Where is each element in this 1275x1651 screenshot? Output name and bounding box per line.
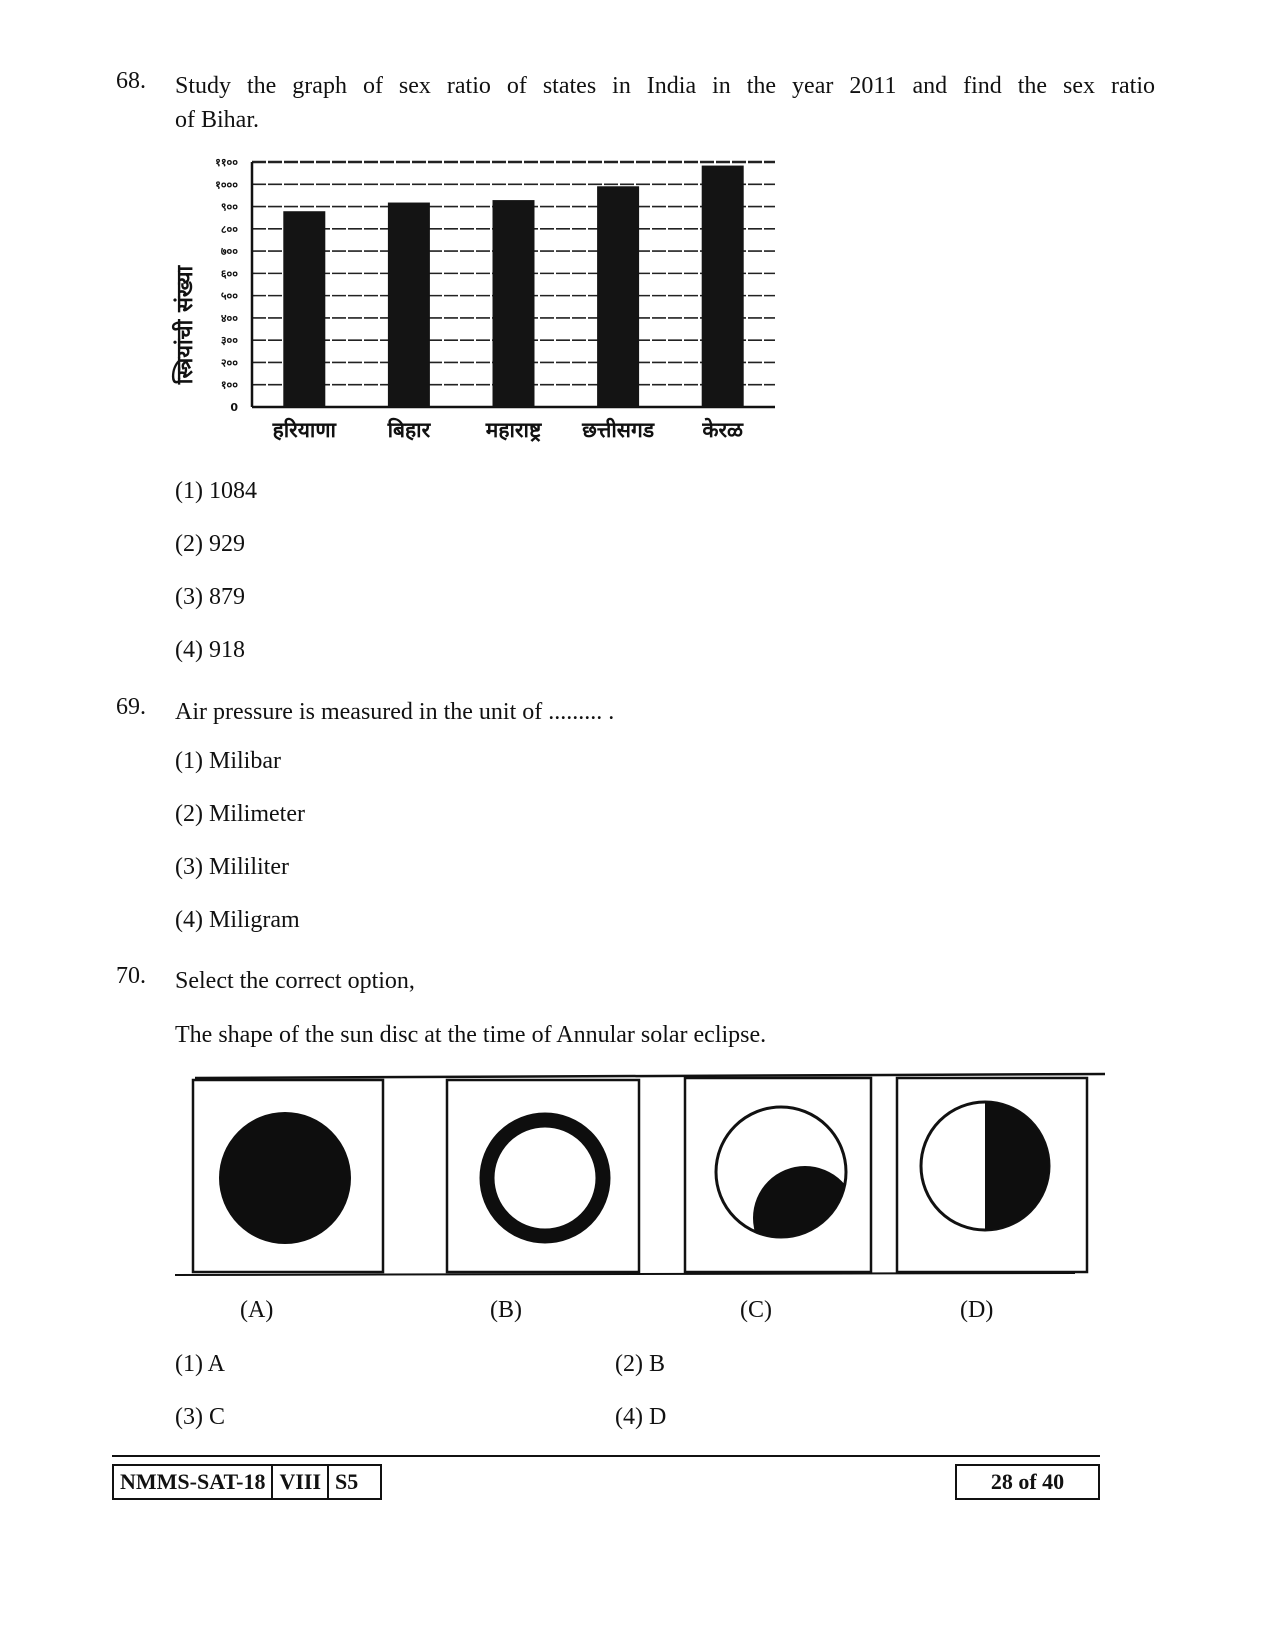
y-tick-label: १००: [220, 378, 238, 392]
question-69-text: Air pressure is measured in the unit of ......... .: [175, 699, 615, 725]
chart-category-labels: [272, 417, 744, 442]
footer-paper-code: [112, 1464, 382, 1500]
y-tick-label: 0: [230, 401, 238, 414]
q68-option-1[interactable]: (1) 1084: [175, 478, 257, 504]
question-68-text-line2: of Bihar.: [175, 107, 259, 133]
footer-page-number: 28 of 40: [955, 1464, 1100, 1500]
q69-option-3[interactable]: (3) Mililiter: [175, 854, 289, 880]
sex-ratio-bar-chart: [160, 145, 800, 460]
footer-set: S5: [327, 1466, 380, 1498]
q70-option-3[interactable]: (3) C: [175, 1404, 225, 1430]
footer-class: VIII: [271, 1466, 327, 1498]
category-label: छत्तीसगड: [582, 418, 655, 442]
bar-5: [702, 166, 744, 407]
ring-disc-icon: [487, 1120, 603, 1236]
chart-bars: [283, 166, 743, 407]
figure-b-box: [447, 1080, 639, 1272]
bar-2: [388, 203, 430, 407]
y-tick-label: १०००: [215, 178, 238, 192]
q69-option-1[interactable]: (1) Milibar: [175, 748, 281, 774]
figure-a-box: [193, 1080, 383, 1272]
footer-rule: [112, 1455, 1100, 1457]
chart-y-axis-label: स्त्रियांची संख्या: [173, 265, 198, 385]
q68-option-2[interactable]: (2) 929: [175, 531, 245, 557]
y-tick-label: ८००: [220, 222, 238, 236]
y-tick-label: ६००: [220, 267, 238, 281]
y-tick-label: ७००: [220, 245, 238, 259]
category-label: केरळ: [702, 418, 744, 442]
y-tick-label: ५००: [220, 289, 238, 303]
footer-code: NMMS-SAT-18: [120, 1469, 266, 1494]
bar-3: [493, 200, 535, 407]
chart-y-ticks: [215, 156, 238, 414]
y-tick-label: ११००: [215, 156, 238, 169]
figure-label-b: (B): [490, 1297, 522, 1323]
y-tick-label: २००: [220, 356, 238, 370]
y-tick-label: ३००: [220, 334, 238, 348]
question-68-text-line1: Study the graph of sex ratio of states in India in the year 2011 and find the sex ratio: [175, 73, 1155, 99]
eclipse-figures: [175, 1070, 1110, 1290]
figure-c-box: [685, 1078, 871, 1272]
bar-4: [597, 186, 639, 407]
question-69-number: 69.: [116, 694, 146, 720]
question-70-text: Select the correct option,: [175, 968, 415, 994]
y-tick-label: ९००: [220, 200, 238, 214]
question-68-number: 68.: [116, 68, 146, 94]
q69-option-2[interactable]: (2) Milimeter: [175, 801, 305, 827]
bar-1: [283, 211, 325, 407]
figure-label-c: (C): [740, 1297, 772, 1323]
q68-option-3[interactable]: (3) 879: [175, 584, 245, 610]
category-label: महाराष्ट्र: [485, 418, 542, 442]
q70-option-2[interactable]: (2) B: [615, 1351, 665, 1377]
category-label: हरियाणा: [272, 418, 337, 442]
full-dark-disc-icon: [219, 1112, 351, 1244]
category-label: बिहार: [387, 418, 431, 442]
q70-option-4[interactable]: (4) D: [615, 1404, 667, 1430]
figure-d-box: [897, 1078, 1087, 1272]
q69-option-4[interactable]: (4) Miligram: [175, 907, 300, 933]
question-70-subtext: The shape of the sun disc at the time of Annular solar eclipse.: [175, 1022, 767, 1048]
question-70-number: 70.: [116, 963, 146, 989]
y-tick-label: ४००: [220, 311, 238, 325]
figure-label-d: (D): [960, 1297, 994, 1323]
figure-label-a: (A): [240, 1297, 274, 1323]
q70-option-1[interactable]: (1) A: [175, 1351, 225, 1377]
q68-option-4[interactable]: (4) 918: [175, 637, 245, 663]
